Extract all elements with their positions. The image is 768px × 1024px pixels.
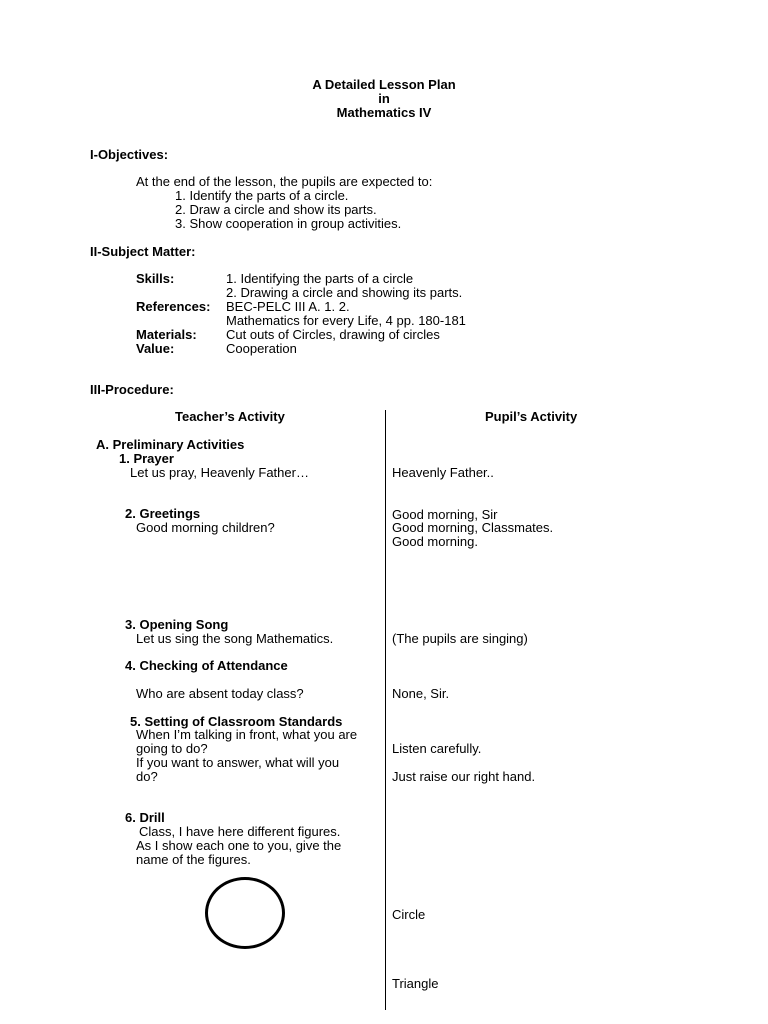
standards-teacher: going to do? xyxy=(136,741,208,756)
greetings-teacher: Good morning children? xyxy=(136,520,275,535)
circle-figure xyxy=(205,877,285,949)
skills-label: Skills: xyxy=(136,271,175,286)
references-label: References: xyxy=(136,299,211,314)
attendance-heading: 4. Checking of Attendance xyxy=(125,658,288,673)
objectives-intro: At the end of the lesson, the pupils are expected to: xyxy=(136,174,433,189)
opening-song-heading: 3. Opening Song xyxy=(125,617,229,632)
title-line-1: A Detailed Lesson Plan xyxy=(312,77,456,92)
greetings-pupil: Good morning, Classmates. xyxy=(392,520,554,535)
objective-item: 3. Show cooperation in group activities. xyxy=(175,216,402,231)
materials-value: Cut outs of Circles, drawing of circles xyxy=(226,327,440,342)
standards-pupil: Listen carefully. xyxy=(392,741,482,756)
pupil-activity-header: Pupil’s Activity xyxy=(485,409,578,424)
teacher-activity-header: Teacher’s Activity xyxy=(175,409,285,424)
subject-matter-heading: II-Subject Matter: xyxy=(90,244,196,259)
drill-pupil: Triangle xyxy=(392,976,439,991)
title-line-2: in xyxy=(378,91,390,106)
standards-pupil: Just raise our right hand. xyxy=(392,769,536,784)
drill-pupil: Circle xyxy=(392,907,426,922)
prayer-pupil: Heavenly Father.. xyxy=(392,465,494,480)
objective-item: 2. Draw a circle and show its parts. xyxy=(175,202,377,217)
standards-teacher: If you want to answer, what will you xyxy=(136,755,340,770)
greetings-pupil: Good morning. xyxy=(392,534,478,549)
value-label: Value: xyxy=(136,341,175,356)
drill-teacher: As I show each one to you, give the xyxy=(136,838,342,853)
standards-teacher: When I’m talking in front, what you are xyxy=(136,727,358,742)
procedure-heading: III-Procedure: xyxy=(90,382,174,397)
greetings-pupil: Good morning, Sir xyxy=(392,507,498,522)
drill-heading: 6. Drill xyxy=(125,810,165,825)
drill-teacher: Class, I have here different figures. xyxy=(139,824,341,839)
prayer-heading: 1. Prayer xyxy=(119,451,174,466)
drill-teacher: name of the figures. xyxy=(136,852,251,867)
greetings-heading: 2. Greetings xyxy=(125,506,201,521)
objectives-heading: I-Objectives: xyxy=(90,147,169,162)
opening-song-teacher: Let us sing the song Mathematics. xyxy=(136,631,334,646)
materials-label: Materials: xyxy=(136,327,197,342)
objective-item: 1. Identify the parts of a circle. xyxy=(175,188,349,203)
title-line-3: Mathematics IV xyxy=(336,105,432,120)
attendance-teacher: Who are absent today class? xyxy=(136,686,304,701)
column-divider xyxy=(385,410,386,1010)
opening-song-pupil: (The pupils are singing) xyxy=(392,631,528,646)
standards-teacher: do? xyxy=(136,769,158,784)
value-text: Cooperation xyxy=(226,341,297,356)
skills-item: 2. Drawing a circle and showing its parts. xyxy=(226,285,463,300)
reference-item: Mathematics for every Life, 4 pp. 180-181 xyxy=(226,313,466,328)
standards-heading: 5. Setting of Classroom Standards xyxy=(130,714,343,729)
skills-item: 1. Identifying the parts of a circle xyxy=(226,271,414,286)
section-a-heading: A. Preliminary Activities xyxy=(96,437,245,452)
reference-item: BEC-PELC III A. 1. 2. xyxy=(226,299,350,314)
prayer-teacher: Let us pray, Heavenly Father… xyxy=(130,465,309,480)
attendance-pupil: None, Sir. xyxy=(392,686,450,701)
